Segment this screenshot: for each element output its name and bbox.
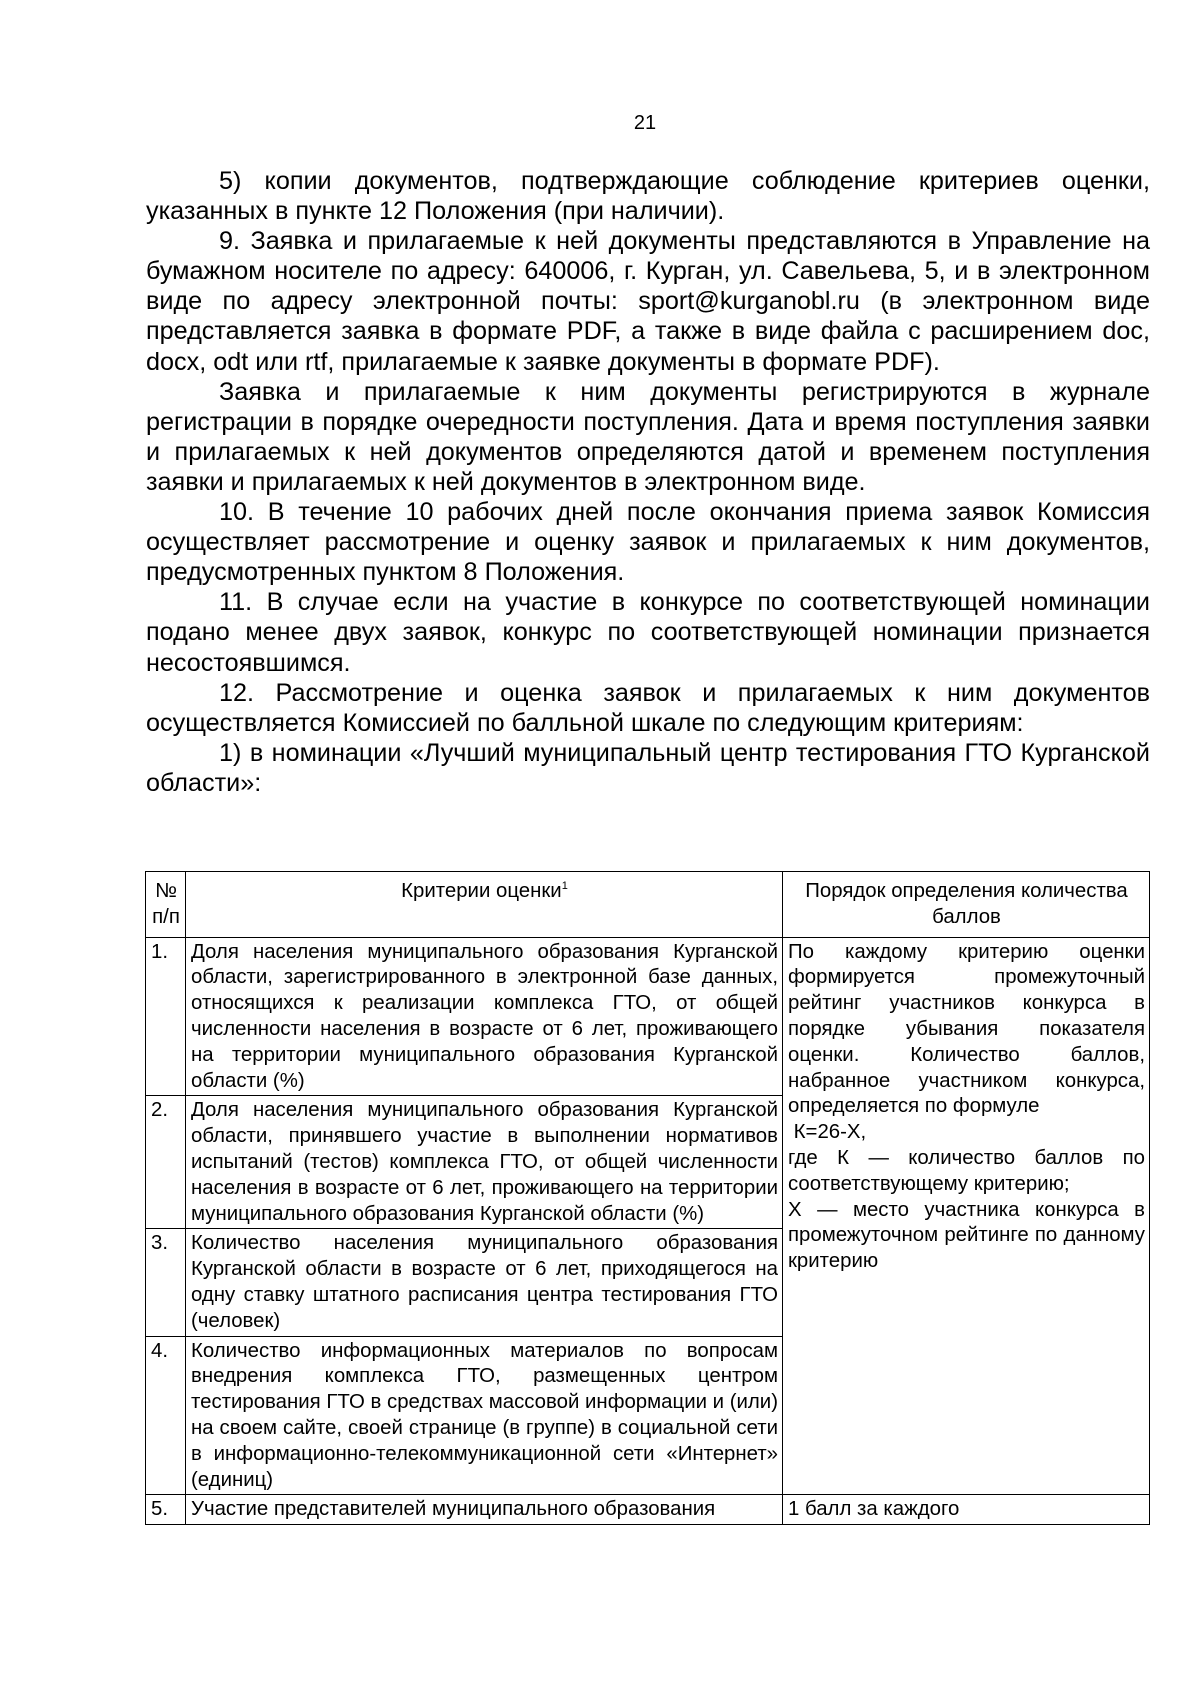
row-number: 5. [146, 1495, 186, 1525]
body-text [146, 166, 1150, 798]
paragraph-11: 11. В случае если на участие в конкурсе по соответствующей номинации подано менее двух заявок, конкурс по соответствующей номинации признается несостоявшимся. [146, 588, 1150, 677]
rule-intro: По каждому критерию оценки формируется промежуточный рейтинг участников конкурса в порядке убывания показателя оценки. Количество баллов, набранное участником конкурса, определяется по формуле [788, 940, 1145, 1118]
row-criteria: Участие представителей муниципального образования [186, 1495, 783, 1525]
row-criteria: Количество информационных материалов по вопросам внедрения комплекса ГТО, размещенных центром тестирования ГТО в средствах массовой информации и (или) на своем сайте, своей странице (в группе) в социальной сети в информационно-телекоммуникационной сети «Интернет» (единиц) [186, 1336, 783, 1495]
table-row [146, 937, 1150, 1096]
shared-scoring-rule [783, 937, 1150, 1495]
rule-k-definition: где К — количество баллов по соответствующему критерию; [788, 1146, 1145, 1195]
row-criteria: Доля населения муниципального образования Курганской области, принявшего участие в выполнении нормативов испытаний (тестов) комплекса ГТО, от общей численности населения в возрасте от 6 лет, проживающего на территории муниципального образования Курганской области (%) [186, 1096, 783, 1229]
criteria-table [145, 871, 1150, 1525]
row-number: 4. [146, 1336, 186, 1495]
paragraph-nomination-1: 1) в номинации «Лучший муниципальный центр тестирования ГТО Курганской области»: [146, 738, 1150, 797]
paragraph-12: 12. Рассмотрение и оценка заявок и прилагаемых к ним документов осуществляется Комиссией по балльной шкале по следующим критериям: [146, 678, 1150, 737]
rule-x-definition: Х — место участника конкурса в промежуточном рейтинге по данному критерию [788, 1198, 1145, 1273]
header-criteria-label: Критерии оценки [401, 880, 562, 902]
paragraph-registration: Заявка и прилагаемые к ним документы регистрируются в журнале регистрации в порядке очередности поступления. Дата и время поступления заявки и прилагаемых к ней документов определяются датой и временем поступления заявки и прилагаемых к ней документов в электронном виде. [146, 377, 1150, 496]
table-header-row [146, 872, 1150, 938]
header-number: № п/п [146, 872, 186, 938]
paragraph-item-5: 5) копии документов, подтверждающие соблюдение критериев оценки, указанных в пункте 12 Положения (при наличии). [146, 167, 1150, 226]
page-number: 21 [633, 112, 657, 134]
row-number: 3. [146, 1229, 186, 1336]
paragraph-9: 9. Заявка и прилагаемые к ней документы представляются в Управление на бумажном носителе по адресу: 640006, г. Курган, ул. Савельева, 5, и в электронном виде по адресу электронной почты: sport@kurganobl.ru (в электронном виде представляется заявка в формате PDF, а также в виде файла с расширением doc, docx, odt или rtf, прилагаемые к заявке документы в формате PDF). [146, 227, 1150, 376]
row-number: 1. [146, 937, 186, 1096]
rule-formula: К=26-Х, [788, 1121, 867, 1144]
row-number: 2. [146, 1096, 186, 1229]
row-criteria: Количество населения муниципального образования Курганской области в возрасте от 6 лет, приходящегося на одну ставку штатного расписания центра тестирования ГТО (человек) [186, 1229, 783, 1336]
row-criteria: Доля населения муниципального образования Курганской области, зарегистрированного в электронной базе данных, относящихся к реализации комплекса ГТО, от общей численности населения в возрасте от 6 лет, проживающего на территории муниципального образования Курганской области (%) [186, 937, 783, 1096]
header-criteria [186, 872, 783, 938]
table-row [146, 1495, 1150, 1525]
paragraph-10: 10. В течение 10 рабочих дней после окончания приема заявок Комиссия осуществляет рассмотрение и оценку заявок и прилагаемых к ним документов, предусмотренных пунктом 8 Положения. [146, 498, 1150, 587]
footnote-marker: 1 [561, 880, 568, 892]
row-scoring-rule: 1 балл за каждого [783, 1495, 1150, 1525]
header-scoring-rule: Порядок определения количества баллов [783, 872, 1150, 938]
